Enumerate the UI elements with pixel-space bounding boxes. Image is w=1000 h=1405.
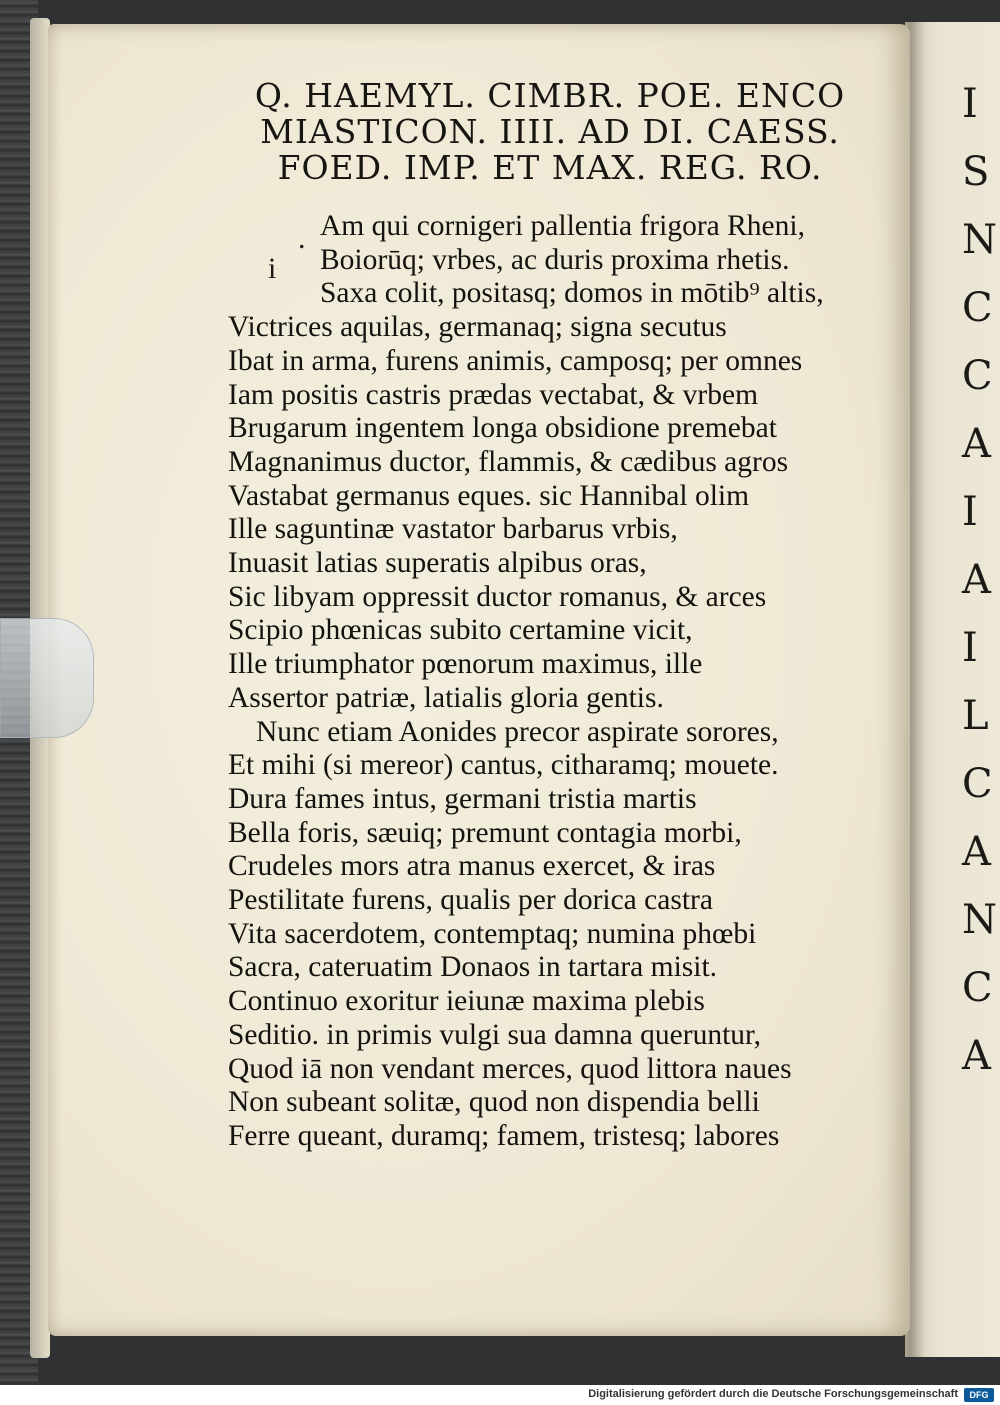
facing-page-letter: N xyxy=(962,217,997,263)
poem-line: Iam positis castris prædas vectabat, & vrbem xyxy=(228,378,759,411)
poem-line: Ferre queant, duramq; famem, tristesq; labores xyxy=(228,1119,780,1152)
poem-line: Crudeles mors atra manus exercet, & iras xyxy=(228,850,716,883)
poem-line: Quod iā non vendant merces, quod littora naues xyxy=(228,1052,792,1085)
poem-line: Seditio. in primis vulgi sua damna queruntur, xyxy=(228,1018,762,1051)
facing-page-letter: A xyxy=(962,421,991,467)
facing-page-letter: N xyxy=(962,897,997,943)
poem-line: Saxa colit, positasq; domos in mōtib⁹ altis, xyxy=(320,277,824,310)
facing-page-letter: L xyxy=(962,693,989,739)
funding-credit: Digitalisierung gefördert durch die Deutsche Forschungsgemeinschaft xyxy=(588,1388,958,1400)
poem-line: Non subeant solitæ, quod non dispendia belli xyxy=(228,1086,760,1119)
facing-page-letter: I xyxy=(962,625,978,671)
poem-line: Am qui cornigeri pallentia frigora Rheni, xyxy=(320,210,805,242)
poem-line: Vita sacerdotem, contemptaq; numina phœbi xyxy=(228,917,757,950)
poem-line: Scipio phœnicas subito certamine vicit, xyxy=(228,614,693,647)
poem-line: Nunc etiam Aonides precor aspirate sorores, xyxy=(256,715,779,748)
margin-letter: i xyxy=(268,252,277,285)
poem-line: Assertor patriæ, latialis gloria gentis. xyxy=(228,681,664,714)
poem-line: Pestilitate furens, qualis per dorica castra xyxy=(228,884,713,917)
facing-page-letter: S xyxy=(962,149,990,195)
facing-page-letter: C xyxy=(962,353,993,399)
poem-line: Continuo exoritur ieiunæ maxima plebis xyxy=(228,985,705,1018)
facing-page-letter: A xyxy=(962,829,991,875)
title-line: FOED. IMP. ET MAX. REG. RO. xyxy=(277,148,823,187)
poem-line: Brugarum ingentem longa obsidione premebat xyxy=(228,412,777,445)
facing-page-letters xyxy=(962,70,1000,1090)
poem-line: Dura fames intus, germani tristia martis xyxy=(228,782,697,815)
footer-bar xyxy=(0,1385,1000,1405)
poem-line: Et mihi (si mereor) cantus, citharamq; mouete. xyxy=(228,749,779,782)
dfg-logo: DFG xyxy=(964,1388,994,1402)
bookmark-ribbon xyxy=(0,618,94,738)
facing-page-letter: C xyxy=(962,761,993,807)
facing-page-letter: A xyxy=(962,557,991,603)
title-line: Q. HAEMYL. CIMBR. POE. ENCO xyxy=(254,76,846,115)
poem-line: Ibat in arma, furens animis, camposq; per omnes xyxy=(228,344,803,377)
poem-line: Inuasit latias superatis alpibus oras, xyxy=(228,547,647,580)
poem-line: Vastabat germanus eques. sic Hannibal olim xyxy=(228,479,750,512)
poem-line: Magnanimus ductor, flammis, & cædibus agros xyxy=(228,445,789,478)
poem-line: Sic libyam oppressit ductor romanus, & arces xyxy=(228,580,767,613)
title-line: MIASTICON. IIII. AD DI. CAESS. xyxy=(260,112,840,151)
poem-line: Victrices aquilas, germanaq; signa secutus xyxy=(228,311,727,344)
poem-line: Boiorūq; vrbes, ac duris proxima rhetis. xyxy=(320,243,790,276)
facing-page-letter: I xyxy=(962,81,978,127)
poem-line: Sacra, cateruatim Donaos in tartara misit. xyxy=(228,951,718,984)
poem-text xyxy=(228,210,868,1154)
facing-page-letter: C xyxy=(962,965,993,1011)
facing-page-letter: A xyxy=(962,1033,991,1079)
margin-dot: . xyxy=(298,222,306,255)
poem-line: Bella foris, sæuiq; premunt contagia morbi, xyxy=(228,816,742,849)
page-title xyxy=(230,78,870,186)
poem-line: Ille triumphator pœnorum maximus, ille xyxy=(228,648,703,681)
facing-page-letter: I xyxy=(962,489,978,535)
poem-line: Ille saguntinæ vastator barbarus vrbis, xyxy=(228,513,678,546)
facing-page-letter: C xyxy=(962,285,993,331)
